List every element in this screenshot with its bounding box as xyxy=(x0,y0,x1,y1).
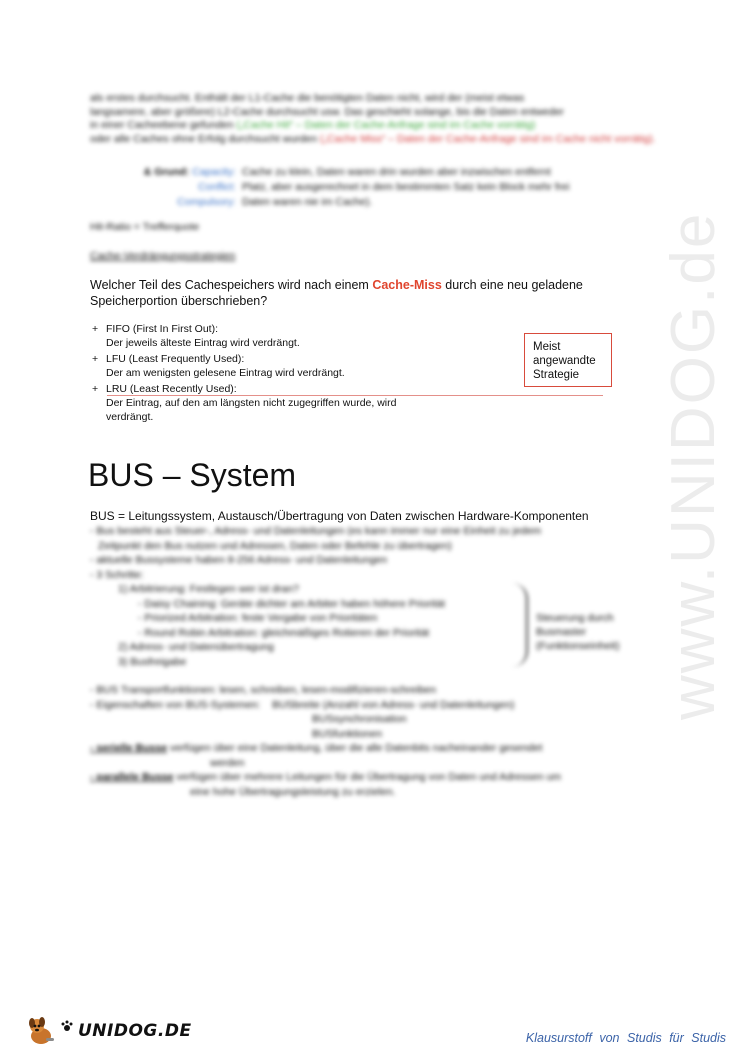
list-item: + LFU (Least Frequently Used): Der am wenigsten gelesene Eintrag wird verdrängt. xyxy=(92,353,345,379)
paw-icon xyxy=(60,1019,74,1033)
cache-miss-text: („Cache Miss“ – Daten der Cache-Anfrage sind im Cache nicht vorrätig). xyxy=(319,132,656,145)
brace-icon xyxy=(512,583,528,667)
intro-line: als erstes durchsucht. Enthält der L1-Cache die benötigten Daten nicht, wird der (meist etwas xyxy=(90,92,525,104)
unidog-logo[interactable] xyxy=(24,1014,192,1048)
reason-row: Compulsory: Daten waren nie im Cache). xyxy=(177,196,373,208)
reason-row: Conflict: Platz, aber ausgerechnet in dem bestimmten Satz kein Block mehr frei xyxy=(198,181,570,193)
section-subheading: Cache-Verdrängungsstrategien xyxy=(90,250,236,262)
footer-tagline: Klausurstoff von Studis für Studis xyxy=(525,1031,726,1045)
strategy-list xyxy=(92,322,416,426)
cache-question: Welcher Teil des Cachespeichers wird nach einem Cache-Miss durch eine neu geladene Speicherportion überschrieben? xyxy=(90,278,583,308)
bus-definition: BUS = Leitungssystem, Austausch/Übertragung von Daten zwischen Hardware-Komponenten xyxy=(90,509,589,523)
cache-miss-highlight: Cache-Miss xyxy=(372,278,442,292)
hit-ratio-text: Hit-Ratio = Trefferquote xyxy=(90,221,200,233)
logo-text: UNIDOG.DE xyxy=(78,1021,192,1041)
annotation-box: Meist angewandte Strategie xyxy=(524,333,612,387)
bus-details: - Bus besteht aus Steuer-, Adress- und Datenleitungen (es kann immer nur eine Einheit zu jedem Zeitpunkt den Bus nutzen und Adressen, Daten oder Befehle zu übertragen) - aktuelle Bussysteme haben 8-256 Adress- und Datenleitungen - 3 Schritte: 1) Arbitrierung: Festlegen wer ist dran? - Daisy Chaining: Geräte dichter am Arbiter haben höhere Priorität - Priorized Arbitration: feste Vergabe von Prioritäten - Round Robin Arbitration: gleichmäßiges Rotieren der Priorität 2) Adress- und Datenübertragung 3) Busfreigabe - BUS Transportfunktionen: lesen, schreiben, lesen-modifizieren-schreiben - Eigenschaften von BUS-Systemen: BUSbreite (Anzahl von Adress- und Datenleitungen) BUSsynchronisation BUSfunktionen - serielle Busse verfügen über eine Datenleitung, über die alle Datenbits nacheinander gesendet werden - parallele Busse verfügen über mehrere Leitungen für die Übertragung von Daten und Adressen um eine hohe Übertragungsleistung zu erzielen. xyxy=(90,525,562,798)
miss-reasons xyxy=(118,165,569,210)
intro-line: in einer Cacheebene gefunden („Cache Hit“ – Daten der Cache-Anfrage sind im Cache vorrätig) xyxy=(90,119,536,131)
lru-connector-line xyxy=(107,395,603,396)
list-item: + LRU (Least Recently Used): Der Eintrag, auf den am längsten nicht zugegriffen wurde, wird verdrängt. xyxy=(92,383,397,423)
cache-hit-text: („Cache Hit“ – Daten der Cache-Anfrage sind im Cache vorrätig) xyxy=(236,119,536,131)
brace-annotation: Steuerung durch Busmaster (Funktionseinheit) xyxy=(536,612,620,652)
reason-row: & Grund: Capacity: Cache zu klein, Daten waren drin wurden aber inzwischen entfernt xyxy=(143,166,551,178)
list-item: + FIFO (First In First Out): Der jeweils älteste Eintrag wird verdrängt. xyxy=(92,323,300,349)
intro-line: oder alle Caches ohne Erfolg durchsucht wurden („Cache Miss“ – Daten der Cache-Anfrage sind im Cache nicht vorrätig). xyxy=(90,132,656,145)
dog-icon xyxy=(24,1014,58,1048)
watermark-text: www.UNIDOG.de xyxy=(659,211,728,720)
section-heading: BUS – System xyxy=(88,457,297,493)
intro-paragraph xyxy=(90,92,665,146)
intro-line: langsamere, aber größere) L2-Cache durchsucht usw. Das geschieht solange, bis die Daten entweder xyxy=(90,105,564,118)
